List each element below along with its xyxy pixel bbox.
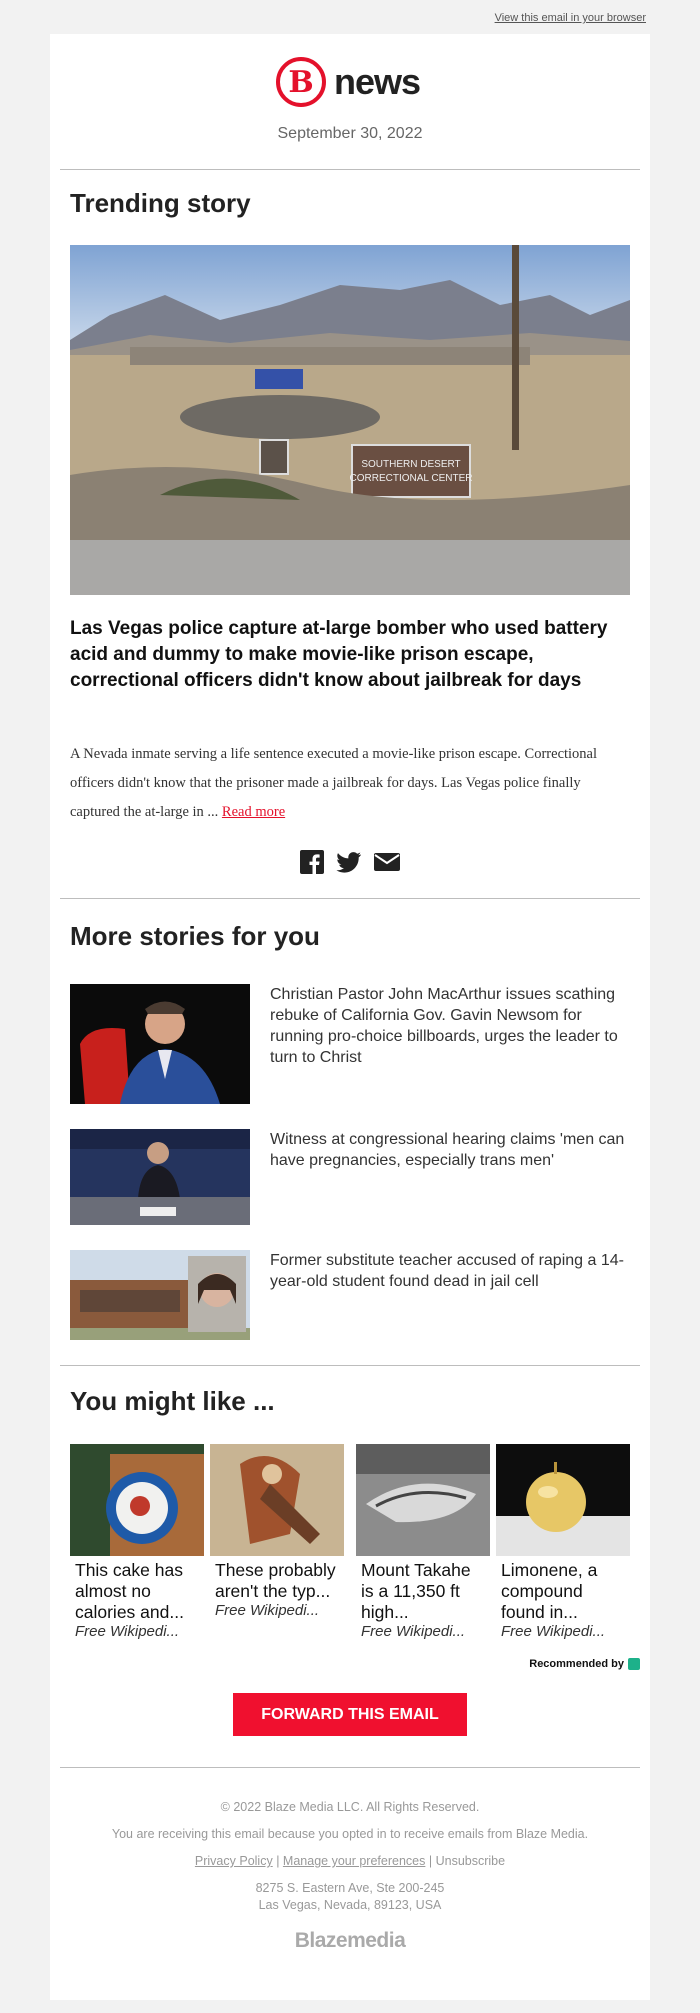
facebook-icon[interactable]: [300, 850, 324, 879]
copyright: © 2022 Blaze Media LLC. All Rights Reserved.: [220, 1800, 480, 1814]
recommended-by-label: Recommended by: [529, 1658, 624, 1670]
recommendation-title[interactable]: Mount Takahe is a 11,350 ft high...: [361, 1560, 471, 1622]
story-thumbnail[interactable]: [70, 1250, 250, 1340]
trending-story-image[interactable]: [70, 245, 630, 595]
svg-text:CORRECTIONAL CENTER: CORRECTIONAL CENTER: [349, 473, 473, 484]
read-more-link[interactable]: Read more: [221, 804, 286, 820]
view-in-browser-link[interactable]: View this email in your browser: [494, 12, 646, 24]
recommendation-image[interactable]: [210, 1444, 344, 1556]
privacy-policy-link[interactable]: Privacy Policy: [194, 1854, 273, 1868]
story-item[interactable]: [70, 984, 630, 1104]
address-line-2: Las Vegas, Nevada, 89123, USA: [258, 1898, 442, 1912]
recommendation-title[interactable]: This cake has almost no calories and...: [75, 1560, 184, 1622]
address-line-1: 8275 S. Eastern Ave, Ste 200-245: [255, 1881, 445, 1895]
share-icons: [50, 850, 650, 879]
recommendation-image[interactable]: [496, 1444, 630, 1556]
blaze-news-logo[interactable]: [276, 54, 420, 110]
recommended-by[interactable]: [529, 1658, 640, 1670]
might-like-heading: You might like ...: [70, 1386, 275, 1416]
twitter-icon[interactable]: [336, 850, 362, 879]
blaze-logo-icon: B: [276, 57, 326, 107]
trending-headline[interactable]: Las Vegas police capture at-large bomber who used battery acid and dummy to make movie-like prison escape, correctional officers didn't know about jailbreak for days: [70, 618, 608, 691]
summary-text: A Nevada inmate serving a life sentence executed a movie-like prison escape. Correctional officers didn't know that the prisoner made a jailbreak for days. Las Vegas police finally captured the at-large in ...: [70, 746, 598, 820]
unsubscribe-link[interactable]: Unsubscribe: [435, 1854, 506, 1868]
story-title[interactable]: Former substitute teacher accused of raping a 14-year-old student found dead in jail cell: [270, 1252, 624, 1290]
story-item[interactable]: [70, 1129, 630, 1225]
blaze-media-logo[interactable]: Blazemedia: [294, 1929, 406, 1952]
recommendation-card[interactable]: [356, 1444, 490, 1640]
recommendation-image[interactable]: [70, 1444, 204, 1556]
recommendation-source: Free Wikipedi...: [75, 1623, 180, 1640]
recommendation-source: Free Wikipedi...: [501, 1623, 606, 1640]
issue-date: September 30, 2022: [277, 125, 423, 142]
jeeng-logo-icon: [628, 1658, 640, 1670]
recommendation-card[interactable]: [70, 1444, 204, 1640]
opt-in-notice: You are receiving this email because you opted in to receive emails from Blaze Media.: [111, 1827, 589, 1841]
logo-wordmark: news: [334, 61, 421, 102]
recommendation-title[interactable]: These probably aren't the typ...: [215, 1560, 336, 1601]
story-title[interactable]: Christian Pastor John MacArthur issues scathing rebuke of California Gov. Gavin Newsom for running pro-choice billboards, urges the leader to turn to Christ: [270, 986, 618, 1066]
recommendation-card[interactable]: [210, 1444, 344, 1619]
svg-text:SOUTHERN DESERT: SOUTHERN DESERT: [361, 459, 461, 470]
email-icon[interactable]: [374, 850, 400, 879]
recommendation-card[interactable]: [496, 1444, 630, 1640]
divider: [60, 1365, 640, 1366]
story-thumbnail[interactable]: [70, 1129, 250, 1225]
story-thumbnail[interactable]: [70, 984, 250, 1104]
recommendation-title[interactable]: Limonene, a compound found in...: [501, 1560, 598, 1622]
recommendation-source: Free Wikipedi...: [215, 1602, 320, 1619]
recommendation-source: Free Wikipedi...: [361, 1623, 466, 1640]
more-stories-heading: More stories for you: [70, 921, 320, 951]
email-body: [50, 34, 650, 2000]
top-bar: [0, 0, 700, 34]
divider: [60, 169, 640, 170]
forward-email-button[interactable]: FORWARD THIS EMAIL: [233, 1693, 467, 1736]
story-title[interactable]: Witness at congressional hearing claims 'men can have pregnancies, especially trans men': [270, 1131, 625, 1169]
manage-preferences-link[interactable]: Manage your preferences: [282, 1854, 426, 1868]
story-item[interactable]: [70, 1250, 630, 1340]
divider: [60, 1767, 640, 1768]
trending-summary: [70, 740, 630, 827]
link-separator: |: [276, 1854, 280, 1868]
trending-heading: Trending story: [70, 188, 251, 218]
link-separator: |: [428, 1854, 433, 1868]
recommendation-image[interactable]: [356, 1444, 490, 1556]
divider: [60, 898, 640, 899]
footer-links: [50, 1854, 650, 1868]
